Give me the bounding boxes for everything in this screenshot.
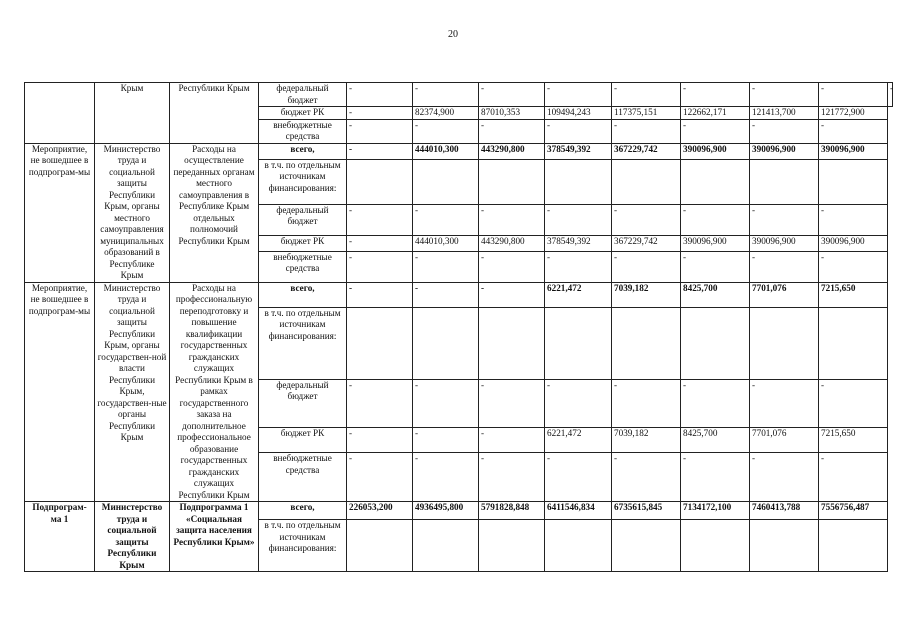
value-cell: - xyxy=(347,251,413,282)
value-cell: - xyxy=(545,251,612,282)
table-row xyxy=(25,502,893,520)
value-cell: 7134172,100 xyxy=(681,502,750,520)
source-label: бюджет РК xyxy=(259,107,347,120)
row-header-type: Мероприятие, не вошедшее в подпрограм-мы xyxy=(25,143,95,282)
source-label: внебюджетные средства xyxy=(259,251,347,282)
source-label: федеральный бюджет xyxy=(259,379,347,428)
value-cell xyxy=(347,520,413,572)
value-cell: - xyxy=(347,428,413,453)
value-cell: 7460413,788 xyxy=(750,502,819,520)
value-cell: - xyxy=(479,282,545,307)
value-cell xyxy=(612,520,681,572)
value-cell: - xyxy=(347,282,413,307)
value-cell: - xyxy=(819,453,888,502)
budget-table-body xyxy=(25,83,893,572)
value-cell: - xyxy=(347,83,413,107)
value-cell: - xyxy=(479,204,545,235)
row-header-executor: Министерство труда и социальной защиты Республики Крым, органы государствен-ной власти Республики Крым, государствен-ные органы Республики Крым xyxy=(95,282,170,502)
value-cell: 367229,742 xyxy=(612,143,681,159)
value-cell xyxy=(413,159,479,204)
row-header-type: Подпрограм-ма 1 xyxy=(25,502,95,572)
value-cell: - xyxy=(413,379,479,428)
table-row xyxy=(25,83,893,107)
value-cell xyxy=(750,307,819,379)
value-cell: - xyxy=(819,379,888,428)
value-cell: - xyxy=(347,204,413,235)
value-cell xyxy=(479,159,545,204)
value-cell xyxy=(545,307,612,379)
value-cell xyxy=(819,520,888,572)
value-cell: 378549,392 xyxy=(545,235,612,251)
value-cell xyxy=(681,307,750,379)
value-cell: 444010,300 xyxy=(413,235,479,251)
source-label: всего, xyxy=(259,502,347,520)
value-cell: 109494,243 xyxy=(545,107,612,120)
value-cell: - xyxy=(545,119,612,143)
value-cell: - xyxy=(413,119,479,143)
value-cell: - xyxy=(479,453,545,502)
value-cell xyxy=(347,159,413,204)
row-header-executor: Крым xyxy=(95,83,170,144)
table-row xyxy=(25,282,893,307)
value-cell: - xyxy=(413,428,479,453)
value-cell: 8425,700 xyxy=(681,428,750,453)
value-cell: 121413,700 xyxy=(750,107,819,120)
value-cell: - xyxy=(612,204,681,235)
value-cell: 390096,900 xyxy=(681,235,750,251)
value-cell: - xyxy=(545,204,612,235)
value-cell: - xyxy=(413,83,479,107)
value-cell xyxy=(819,307,888,379)
row-header-activity: Расходы на осуществление переданных органам местного самоуправления в Республике Крым отдельных полномочий Республики Крым xyxy=(170,143,259,282)
source-label: в т.ч. по отдельным источникам финансирования: xyxy=(259,520,347,572)
value-cell xyxy=(413,307,479,379)
value-cell: - xyxy=(681,453,750,502)
value-cell: 443290,800 xyxy=(479,235,545,251)
value-cell: - xyxy=(681,251,750,282)
row-header-type: Мероприятие, не вошедшее в подпрограм-мы xyxy=(25,282,95,502)
page-number: 20 xyxy=(448,29,458,40)
source-label: всего, xyxy=(259,143,347,159)
row-header-activity: Республики Крым xyxy=(170,83,259,144)
source-label: внебюджетные средства xyxy=(259,119,347,143)
value-cell: - xyxy=(750,204,819,235)
value-cell: 378549,392 xyxy=(545,143,612,159)
row-header-activity: Подпрограмма 1 «Социальная защита населения Республики Крым» xyxy=(170,502,259,572)
value-cell: - xyxy=(347,107,413,120)
value-cell: 8425,700 xyxy=(681,282,750,307)
value-cell: 6411546,834 xyxy=(545,502,612,520)
value-cell: - xyxy=(681,83,750,107)
row-header-type xyxy=(25,83,95,144)
value-cell: 390096,900 xyxy=(819,235,888,251)
value-cell: 367229,742 xyxy=(612,235,681,251)
value-cell: - xyxy=(819,204,888,235)
source-label: в т.ч. по отдельным источникам финансирования: xyxy=(259,159,347,204)
value-cell: 7215,650 xyxy=(819,282,888,307)
value-cell: - xyxy=(750,83,819,107)
source-label: федеральный бюджет xyxy=(259,204,347,235)
value-cell xyxy=(681,159,750,204)
value-cell: - xyxy=(750,251,819,282)
source-label: всего, xyxy=(259,282,347,307)
value-cell: - xyxy=(750,119,819,143)
value-cell: 6735615,845 xyxy=(612,502,681,520)
value-cell: - xyxy=(612,251,681,282)
value-cell: 121772,900 xyxy=(819,107,888,120)
value-cell: 7556756,487 xyxy=(819,502,888,520)
value-cell xyxy=(819,159,888,204)
value-cell xyxy=(347,307,413,379)
value-cell: - xyxy=(681,204,750,235)
value-cell xyxy=(612,159,681,204)
value-cell: 82374,900 xyxy=(413,107,479,120)
table-row xyxy=(25,143,893,159)
value-cell: - xyxy=(819,119,888,143)
value-cell: - xyxy=(413,282,479,307)
value-cell: 226053,200 xyxy=(347,502,413,520)
value-cell: 390096,900 xyxy=(681,143,750,159)
value-cell: 4936495,800 xyxy=(413,502,479,520)
value-cell: - xyxy=(819,251,888,282)
value-cell: - xyxy=(479,428,545,453)
value-cell: 390096,900 xyxy=(819,143,888,159)
value-cell: 6221,472 xyxy=(545,428,612,453)
source-label: внебюджетные средства xyxy=(259,453,347,502)
source-label: бюджет РК xyxy=(259,235,347,251)
value-cell: - xyxy=(545,83,612,107)
value-cell: 87010,353 xyxy=(479,107,545,120)
value-cell: - xyxy=(479,119,545,143)
value-cell xyxy=(750,159,819,204)
value-cell: 7039,182 xyxy=(612,428,681,453)
value-cell: 444010,300 xyxy=(413,143,479,159)
value-cell: - xyxy=(413,251,479,282)
value-cell: - xyxy=(479,83,545,107)
value-cell xyxy=(545,159,612,204)
value-cell: - xyxy=(612,83,681,107)
value-cell: - xyxy=(750,453,819,502)
value-cell: - xyxy=(612,453,681,502)
row-header-executor: Министерство труда и социальной защиты Республики Крым, органы местного самоуправления муниципальных образований в Республике Крым xyxy=(95,143,170,282)
value-cell: - xyxy=(347,453,413,502)
value-cell: - xyxy=(750,379,819,428)
value-cell: - xyxy=(413,204,479,235)
budget-table xyxy=(24,82,893,572)
value-cell: - xyxy=(413,453,479,502)
value-cell: 443290,800 xyxy=(479,143,545,159)
value-cell: - xyxy=(819,83,888,107)
source-label: бюджет РК xyxy=(259,428,347,453)
value-cell: - xyxy=(681,379,750,428)
value-cell: - xyxy=(545,379,612,428)
value-cell: - xyxy=(347,143,413,159)
value-cell: 7215,650 xyxy=(819,428,888,453)
value-cell: - xyxy=(347,119,413,143)
row-header-executor: Министерство труда и социальной защиты Республики Крым xyxy=(95,502,170,572)
value-cell: 5791828,848 xyxy=(479,502,545,520)
value-cell: - xyxy=(347,235,413,251)
source-label: федеральный бюджет xyxy=(259,83,347,107)
value-cell: 7701,076 xyxy=(750,282,819,307)
value-cell: - xyxy=(479,251,545,282)
value-cell xyxy=(413,520,479,572)
value-cell: - xyxy=(612,119,681,143)
source-label: в т.ч. по отдельным источникам финансирования: xyxy=(259,307,347,379)
value-cell xyxy=(681,520,750,572)
value-cell: - xyxy=(681,119,750,143)
value-cell: 122662,171 xyxy=(681,107,750,120)
value-cell: - xyxy=(545,453,612,502)
value-cell xyxy=(479,520,545,572)
value-cell: 117375,151 xyxy=(612,107,681,120)
value-cell: 7701,076 xyxy=(750,428,819,453)
value-cell xyxy=(545,520,612,572)
value-cell: 390096,900 xyxy=(750,235,819,251)
value-cell xyxy=(750,520,819,572)
value-cell xyxy=(612,307,681,379)
value-cell xyxy=(479,307,545,379)
value-cell: 7039,182 xyxy=(612,282,681,307)
value-cell: - xyxy=(612,379,681,428)
value-cell: - xyxy=(888,83,893,107)
value-cell: - xyxy=(347,379,413,428)
row-header-activity: Расходы на профессиональную переподготовку и повышение квалификации государственных гражданских служащих Республики Крым в рамках государственного заказа на дополнительное профессиональное образование государственных гражданских служащих Республики Крым xyxy=(170,282,259,502)
value-cell: 6221,472 xyxy=(545,282,612,307)
value-cell: 390096,900 xyxy=(750,143,819,159)
value-cell: - xyxy=(479,379,545,428)
